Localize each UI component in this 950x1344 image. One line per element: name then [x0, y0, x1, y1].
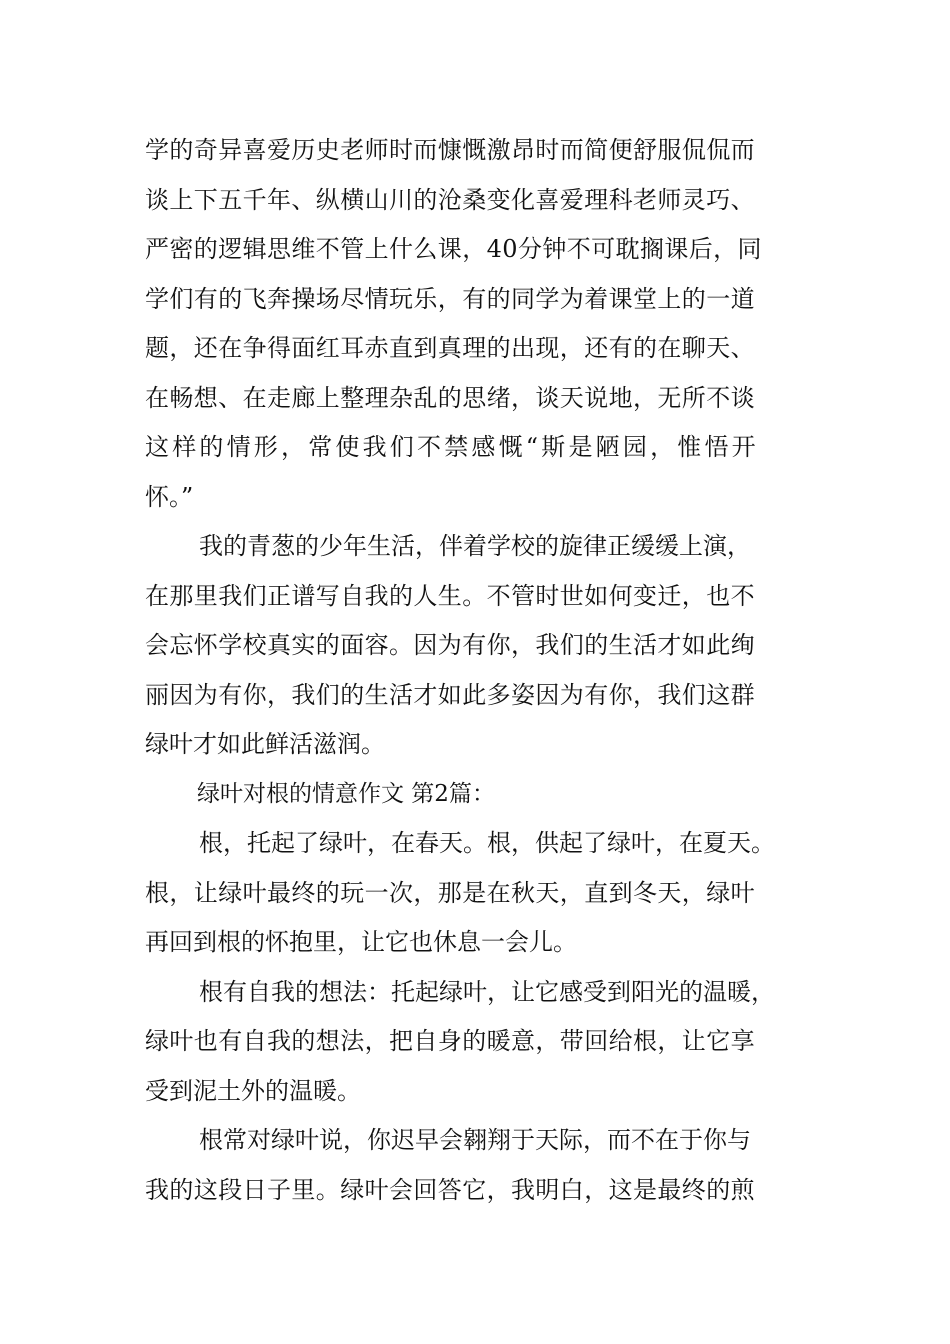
text-line: 受到泥土外的温暖。	[145, 1076, 361, 1105]
text-line: 再回到根的怀抱里，让它也休息一会儿。	[145, 928, 577, 956]
text-line: 在畅想、在走廊上整理杂乱的思绪，谈天说地，无所不谈	[145, 383, 755, 412]
document-body	[145, 126, 825, 1215]
text-line: 在那里我们正谱写自我的人生。不管时世如何变迁，也不	[145, 581, 755, 610]
paragraph-start-line: 根，托起了绿叶，在春天。根，供起了绿叶，在夏天。	[199, 829, 775, 857]
text-line: 绿叶也有自我的想法，把自身的暖意，带回给根，让它享	[145, 1027, 755, 1055]
text-line: 绿叶才如此鲜活滋润。	[145, 730, 385, 758]
text-line: 学的奇异喜爱历史老师时而慷慨激昂时而简便舒服侃侃而	[145, 136, 755, 164]
text-line: 会忘怀学校真实的面容。因为有你，我们的生活才如此绚	[145, 631, 755, 659]
text-line: 严密的逻辑思维不管上什么课，40分钟不可耽搁课后，同	[145, 235, 762, 263]
text-line: 这样的情形，常使我们不禁感慨“斯是陋园，惟悟开	[145, 433, 759, 461]
text-line: 怀。”	[145, 482, 194, 511]
text-line: 我的这段日子里。绿叶会回答它，我明白，这是最终的煎	[145, 1175, 755, 1204]
paragraph-start-line: 根常对绿叶说，你迟早会翱翔于天际，而不在于你与	[199, 1126, 751, 1154]
text-line: 丽因为有你，我们的生活才如此多姿因为有你，我们这群	[145, 680, 755, 709]
paragraph-start-line: 根有自我的想法：托起绿叶，让它感受到阳光的温暖，	[199, 977, 775, 1006]
text-line: 题，还在争得面红耳赤直到真理的出现，还有的在聊天、	[145, 334, 755, 362]
paragraph-start-line: 我的青葱的少年生活，伴着学校的旋律正缓缓上演，	[199, 532, 751, 560]
text-line: 根，让绿叶最终的玩一次，那是在秋天，直到冬天，绿叶	[145, 878, 755, 907]
text-line: 学们有的飞奔操场尽情玩乐，有的同学为着课堂上的一道	[145, 284, 755, 313]
section-heading: 绿叶对根的情意作文 第2篇：	[197, 780, 495, 807]
text-line: 谈上下五千年、纵横山川的沧桑变化喜爱理科老师灵巧、	[145, 185, 755, 214]
